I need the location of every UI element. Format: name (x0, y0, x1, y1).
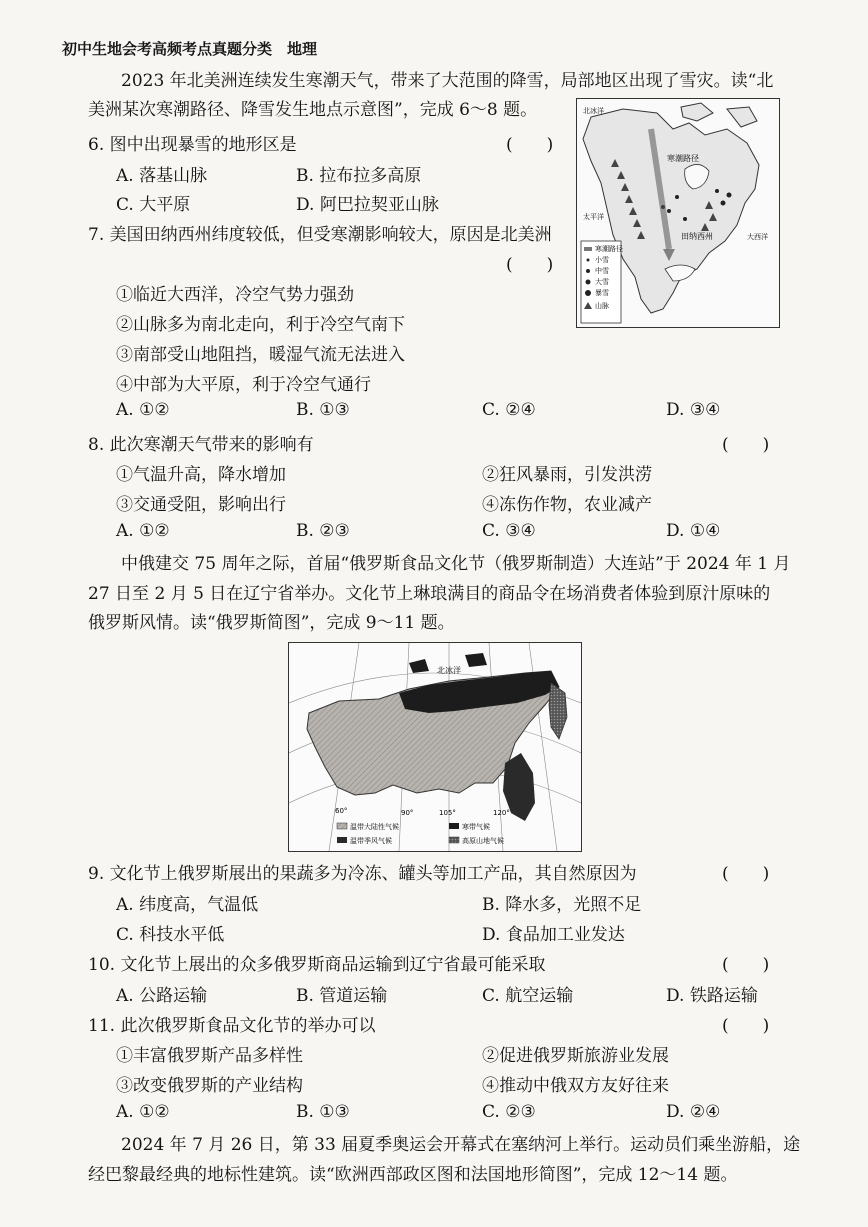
map1-legend-item: 小雪 (595, 256, 609, 264)
question-11-option-a: A. ①② (116, 1102, 170, 1122)
question-7-option-c: C. ②④ (482, 400, 536, 420)
intro-paragraph-2-line-2: 27 日至 2 月 5 日在辽宁省举办。文化节上琳琅满目的商品令在场消费者体验到原汁原味的 (88, 584, 771, 604)
highland-climate-region (549, 683, 567, 739)
question-9-option-d: D. 食品加工业发达 (482, 925, 625, 945)
question-11-option-d: D. ②④ (666, 1102, 721, 1122)
question-11-statement-2: ②促进俄罗斯旅游业发展 (482, 1046, 669, 1066)
question-8-option-d: D. ①④ (666, 521, 721, 541)
question-9-option-a: A. 纬度高，气温低 (116, 895, 259, 915)
map2-legend-item: 寒带气候 (462, 823, 490, 831)
question-9-answer-bracket: ( ) (722, 864, 770, 884)
question-10-option-b: B. 管道运输 (296, 986, 388, 1006)
map2-legend-item: 温带大陆性气候 (350, 823, 399, 831)
intro-paragraph-3-line-2: 经巴黎最经典的地标性建筑。读“欧洲西部政区图和法国地形简图”，完成 12～14 题。 (88, 1165, 738, 1185)
russia-climate-map (288, 642, 582, 852)
map1-legend-item: 寒潮路径 (595, 245, 623, 253)
intro-paragraph-1-line-2: 美洲某次寒潮路径、降雪发生地点示意图”，完成 6～8 题。 (88, 100, 538, 120)
russia-map-graphic (289, 643, 581, 851)
question-8-option-c: C. ③④ (482, 521, 536, 541)
question-7-statement-4: ④中部为大平原，利于冷空气通行 (116, 375, 371, 395)
question-8-statement-4: ④冻伤作物，农业减产 (482, 495, 652, 515)
question-7-option-b: B. ①③ (296, 400, 350, 420)
question-8-statement-3: ③交通受阻，影响出行 (116, 495, 286, 515)
map2-lon-label: 105° (439, 809, 456, 817)
map2-lon-label: 60° (335, 807, 348, 815)
question-11-stem: 11. 此次俄罗斯食品文化节的举办可以 (88, 1016, 376, 1036)
question-10-option-a: A. 公路运输 (116, 986, 208, 1006)
question-8-option-a: A. ①② (116, 521, 170, 541)
question-10-stem: 10. 文化节上展出的众多俄罗斯商品运输到辽宁省最可能采取 (88, 955, 546, 975)
intro-paragraph-3-line-1: 2024 年 7 月 26 日，第 33 届夏季奥运会开幕式在塞纳河上举行。运动员们乘坐游船，途 (121, 1135, 801, 1155)
question-11-statement-1: ①丰富俄罗斯产品多样性 (116, 1046, 303, 1066)
question-11-statement-4: ④推动中俄双方友好往来 (482, 1076, 669, 1096)
question-7-option-d: D. ③④ (666, 400, 721, 420)
question-7-statement-1: ①临近大西洋，冷空气势力强劲 (116, 285, 354, 305)
map1-ocean-label-top: 北冰洋 (583, 107, 604, 115)
map1-legend-item: 大雪 (595, 278, 609, 286)
map1-pacific-label: 太平洋 (583, 213, 604, 221)
map2-legend-item: 高原山地气候 (462, 837, 504, 845)
question-6-option-d: D. 阿巴拉契亚山脉 (296, 195, 439, 215)
question-9-option-b: B. 降水多，光照不足 (482, 895, 642, 915)
intro-paragraph-1-line-1: 2023 年北美洲连续发生寒潮天气，带来了大范围的降雪，局部地区出现了雪灾。读“北 (121, 71, 774, 91)
map2-legend-item: 温带季风气候 (350, 837, 392, 845)
question-8-stem: 8. 此次寒潮天气带来的影响有 (88, 435, 314, 455)
question-8-option-b: B. ②③ (296, 521, 350, 541)
north-america-cold-wave-map (576, 98, 780, 328)
question-9-stem: 9. 文化节上俄罗斯展出的果蔬多为冷冻、罐头等加工产品，其自然原因为 (88, 864, 637, 884)
question-7-statement-2: ②山脉多为南北走向，利于冷空气南下 (116, 315, 405, 335)
question-7-statement-3: ③南部受山地阻挡，暖湿气流无法进入 (116, 345, 405, 365)
map1-route-label: 寒潮路径 (667, 154, 699, 163)
question-6-option-b: B. 拉布拉多高原 (296, 166, 422, 186)
map1-tennessee-label: 田纳西州 (681, 232, 713, 241)
map1-legend-item: 中雪 (595, 267, 609, 275)
question-11-answer-bracket: ( ) (722, 1016, 770, 1036)
map1-legend-item: 暴雪 (595, 289, 609, 297)
intro-paragraph-2-line-1: 中俄建交 75 周年之际，首届“俄罗斯食品文化节（俄罗斯制造）大连站”于 2024 年 1 月 (121, 554, 791, 574)
north-america-map-graphic (577, 99, 779, 327)
running-header: 初中生地会考高频考点真题分类 地理 (62, 40, 318, 58)
question-8-statement-1: ①气温升高，降水增加 (116, 465, 286, 485)
question-11-option-c: C. ②③ (482, 1102, 536, 1122)
question-10-answer-bracket: ( ) (722, 955, 770, 975)
question-10-option-d: D. 铁路运输 (666, 986, 758, 1006)
map1-atlantic-label: 大西洋 (747, 233, 768, 241)
question-9-option-c: C. 科技水平低 (116, 925, 225, 945)
map2-lon-label: 90° (401, 809, 414, 817)
map2-ocean-label: 北冰洋 (437, 666, 461, 675)
question-6-stem: 6. 图中出现暴雪的地形区是 (88, 135, 297, 155)
question-11-statement-3: ③改变俄罗斯的产业结构 (116, 1076, 303, 1096)
map2-longitude-labels (335, 807, 510, 817)
question-11-option-b: B. ①③ (296, 1102, 350, 1122)
intro-paragraph-2-line-3: 俄罗斯风情。读“俄罗斯简图”，完成 9～11 题。 (88, 613, 455, 633)
map1-legend-item: 山脉 (595, 302, 609, 310)
question-8-answer-bracket: ( ) (722, 435, 770, 455)
map2-legend (337, 822, 504, 845)
question-6-option-c: C. 大平原 (116, 195, 191, 215)
question-7-stem: 7. 美国田纳西州纬度较低，但受寒潮影响较大，原因是北美洲 (88, 225, 552, 245)
question-7-answer-bracket: ( ) (506, 255, 554, 275)
question-10-option-c: C. 航空运输 (482, 986, 574, 1006)
question-6-option-a: A. 落基山脉 (116, 166, 208, 186)
question-6-answer-bracket: ( ) (506, 135, 554, 155)
question-7-option-a: A. ①② (116, 400, 170, 420)
question-8-statement-2: ②狂风暴雨，引发洪涝 (482, 465, 652, 485)
map2-lon-label: 120° (493, 809, 510, 817)
